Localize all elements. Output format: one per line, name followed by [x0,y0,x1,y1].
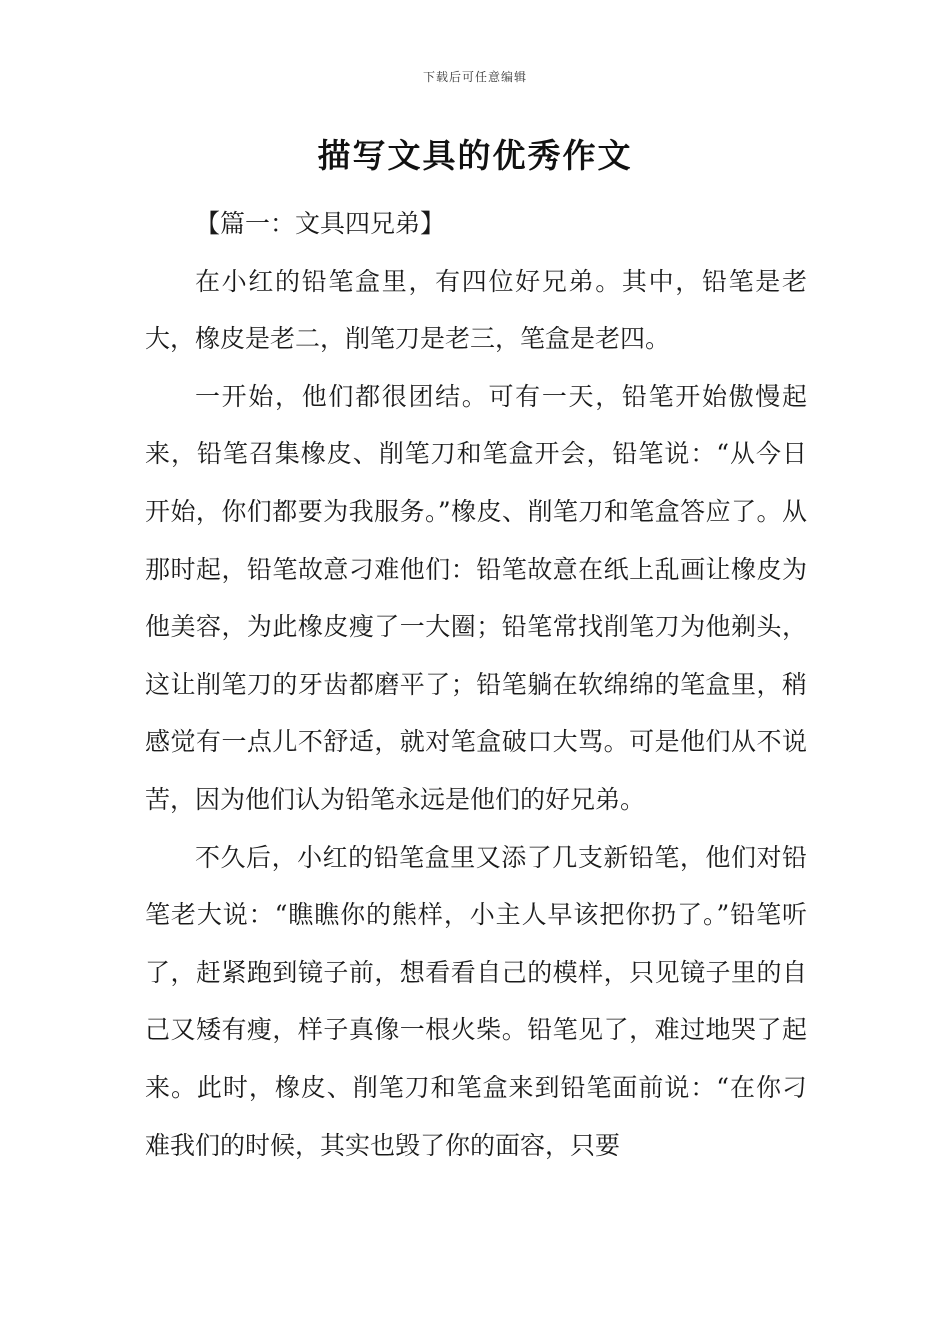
page-header-note: 下载后可任意编辑 [422,70,527,84]
body-paragraph-2: 一开始，他们都很团结。可有一天，铅笔开始傲慢起来，铅笔召集橡皮、削笔刀和笔盒开会，铅笔说：“从今日开始，你们都要为我服务。”橡皮、削笔刀和笔盒答应了。从那时起，铅笔故意刁难他们：铅笔故意在纸上乱画让橡皮为他美容，为此橡皮瘦了一大圈；铅笔常找削笔刀为他剃头，这让削笔刀的牙齿都磨平了；铅笔躺在软绵绵的笔盒里，稍感觉有一点儿不舒适，就对笔盒破口大骂。可是他们从不说苦，因为他们认为铅笔永远是他们的好兄弟。 [145,381,807,814]
document-body [145,195,807,1174]
body-paragraph-1: 在小红的铅笔盒里，有四位好兄弟。其中，铅笔是老大，橡皮是老二，削笔刀是老三，笔盒是老四。 [145,266,807,354]
document-title: 描写文具的优秀作文 [317,136,633,175]
body-paragraph-3: 不久后，小红的铅笔盒里又添了几支新铅笔，他们对铅笔老大说：“瞧瞧你的熊样，小主人早该把你扔了。”铅笔听了，赶紧跑到镜子前，想看看自己的模样，只见镜子里的自己又矮有瘦，样子真像一根火柴。铅笔见了，难过地哭了起来。此时，橡皮、削笔刀和笔盒来到铅笔面前说：“在你刁难我们的时候，其实也毁了你的面容，只要 [145,842,807,1160]
section-heading: 【篇一：文具四兄弟】 [195,209,446,238]
